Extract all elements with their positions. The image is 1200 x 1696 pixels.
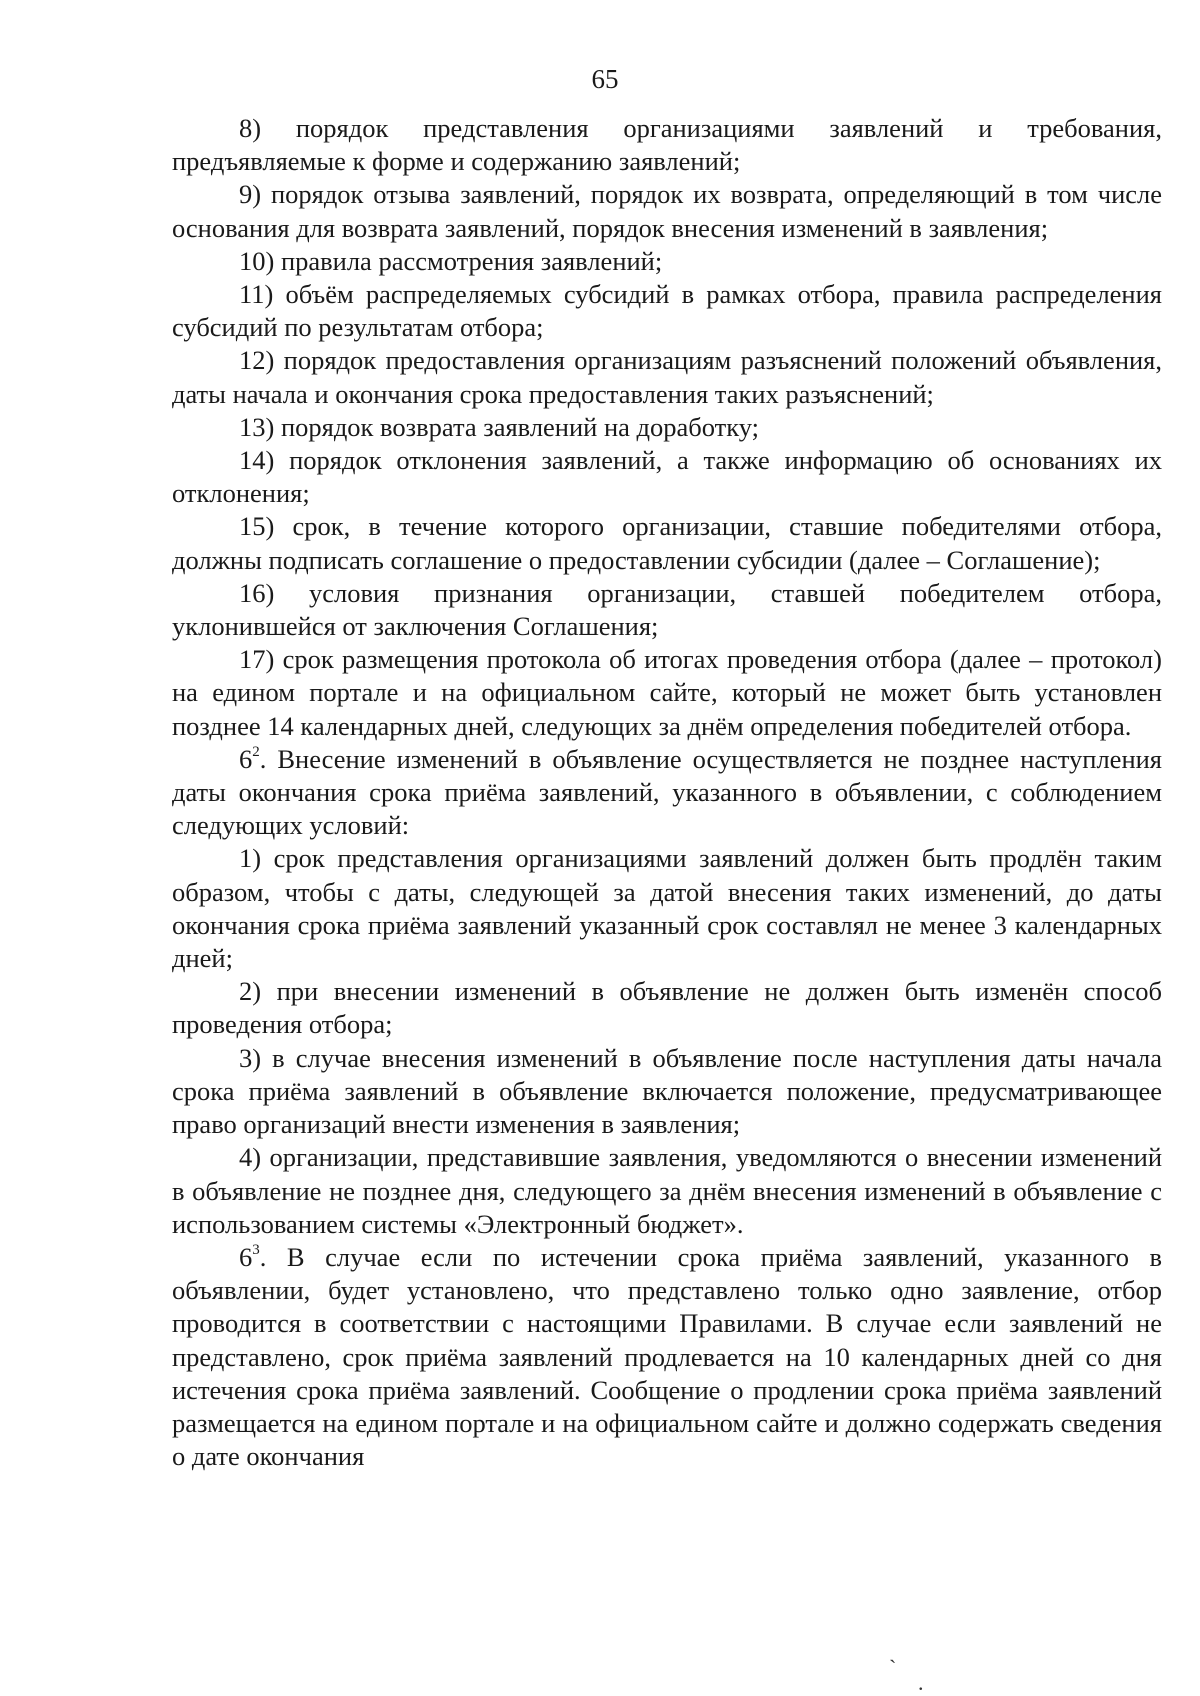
paragraph — [172, 112, 1162, 178]
scan-mark: . — [918, 1670, 924, 1695]
paragraph-text: . Внесение изменений в объявление осуществляется не позднее наступления даты окончания срока приёма заявлений, указанного в объявлении, с соблюдением следующих условий: — [172, 743, 1162, 841]
paragraph — [172, 245, 1162, 278]
paragraph-text: 12) порядок предоставления организациям разъяснений положений объявления, даты начала и окончания срока предоставления таких разъяснений; — [172, 345, 1162, 409]
paragraph-text: 13) порядок возврата заявлений на доработку; — [239, 411, 760, 442]
paragraph-text: 2) при внесении изменений в объявление не должен быть изменён способ проведения отбора; — [172, 976, 1162, 1040]
paragraph — [172, 278, 1162, 344]
paragraph-text: 15) срок, в течение которого организации, ставшие победителями отбора, должны подписать соглашение о предоставлении субсидии (далее – Соглашение); — [172, 511, 1162, 575]
paragraph — [172, 577, 1162, 643]
paragraph-text: 14) порядок отклонения заявлений, а также информацию об основаниях их отклонения; — [172, 445, 1162, 509]
section-number: 6 — [239, 1241, 253, 1272]
paragraph-text: 8) порядок представления организациями заявлений и требования, предъявляемые к форме и содержанию заявлений; — [172, 113, 1162, 177]
paragraph-text: 17) срок размещения протокола об итогах проведения отбора (далее – протокол) на едином портале и на официальном сайте, который не может быть установлен позднее 14 календарных дней, следующих за днём определения победителей отбора. — [172, 644, 1162, 741]
paragraph — [172, 344, 1162, 410]
scan-mark: ` — [889, 1655, 897, 1680]
paragraph — [172, 842, 1162, 975]
paragraph — [172, 178, 1162, 244]
paragraph-text: 1) срок представления организациями заявлений должен быть продлён таким образом, чтобы с даты, следующей за датой внесения таких изменений, до даты окончания срока приёма заявлений указанный срок составлял не менее 3 календарных дней; — [172, 843, 1162, 974]
paragraph — [172, 743, 1162, 843]
section-superscript: 3 — [252, 1241, 260, 1258]
paragraph-text: 16) условия признания организации, ставшей победителем отбора, уклонившейся от заключения Соглашения; — [172, 577, 1162, 642]
paragraph-text: 11) объём распределяемых субсидий в рамках отбора, правила распределения субсидий по результатам отбора; — [172, 279, 1162, 343]
paragraph — [172, 975, 1162, 1041]
paragraph-text: 9) порядок отзыва заявлений, порядок их возврата, определяющий в том числе основания для возврата заявлений, порядок внесения изменений в заявления; — [172, 179, 1162, 243]
paragraph — [172, 643, 1162, 743]
page-number: 65 — [591, 64, 619, 94]
paragraph — [172, 510, 1162, 576]
document-body — [172, 112, 1162, 1473]
paragraph-text: 10) правила рассмотрения заявлений; — [239, 245, 663, 276]
paragraph-text: 3) в случае внесения изменений в объявление после наступления даты начала срока приёма заявлений в объявление включается положение, предусматривающее право организаций внести изменения в заявления; — [172, 1042, 1162, 1140]
section-superscript: 2 — [252, 743, 260, 760]
paragraph-text: 4) организации, представившие заявления, уведомляются о внесении изменений в объявление не позднее дня, следующего за днём внесения изменений в объявление с использованием системы «Электронный бюджет». — [172, 1142, 1162, 1239]
paragraph-text: . В случае если по истечении срока приёма заявлений, указанного в объявлении, будет установлено, что представлено только одно заявление, отбор проводится в соответствии с настоящими Правилами. В случае если заявлений не представлено, срок приёма заявлений продлевается на 10 календарных дней со дня истечения срока приёма заявлений. Сообщение о продлении срока приёма заявлений размещается на едином портале и на официальном сайте и должно содержать сведения о дате окончания — [172, 1241, 1162, 1472]
paragraph — [172, 1042, 1162, 1142]
paragraph — [172, 1141, 1162, 1241]
paragraph — [172, 1241, 1162, 1473]
paragraph — [172, 444, 1162, 510]
paragraph — [172, 411, 1162, 444]
section-number: 6 — [239, 743, 253, 774]
